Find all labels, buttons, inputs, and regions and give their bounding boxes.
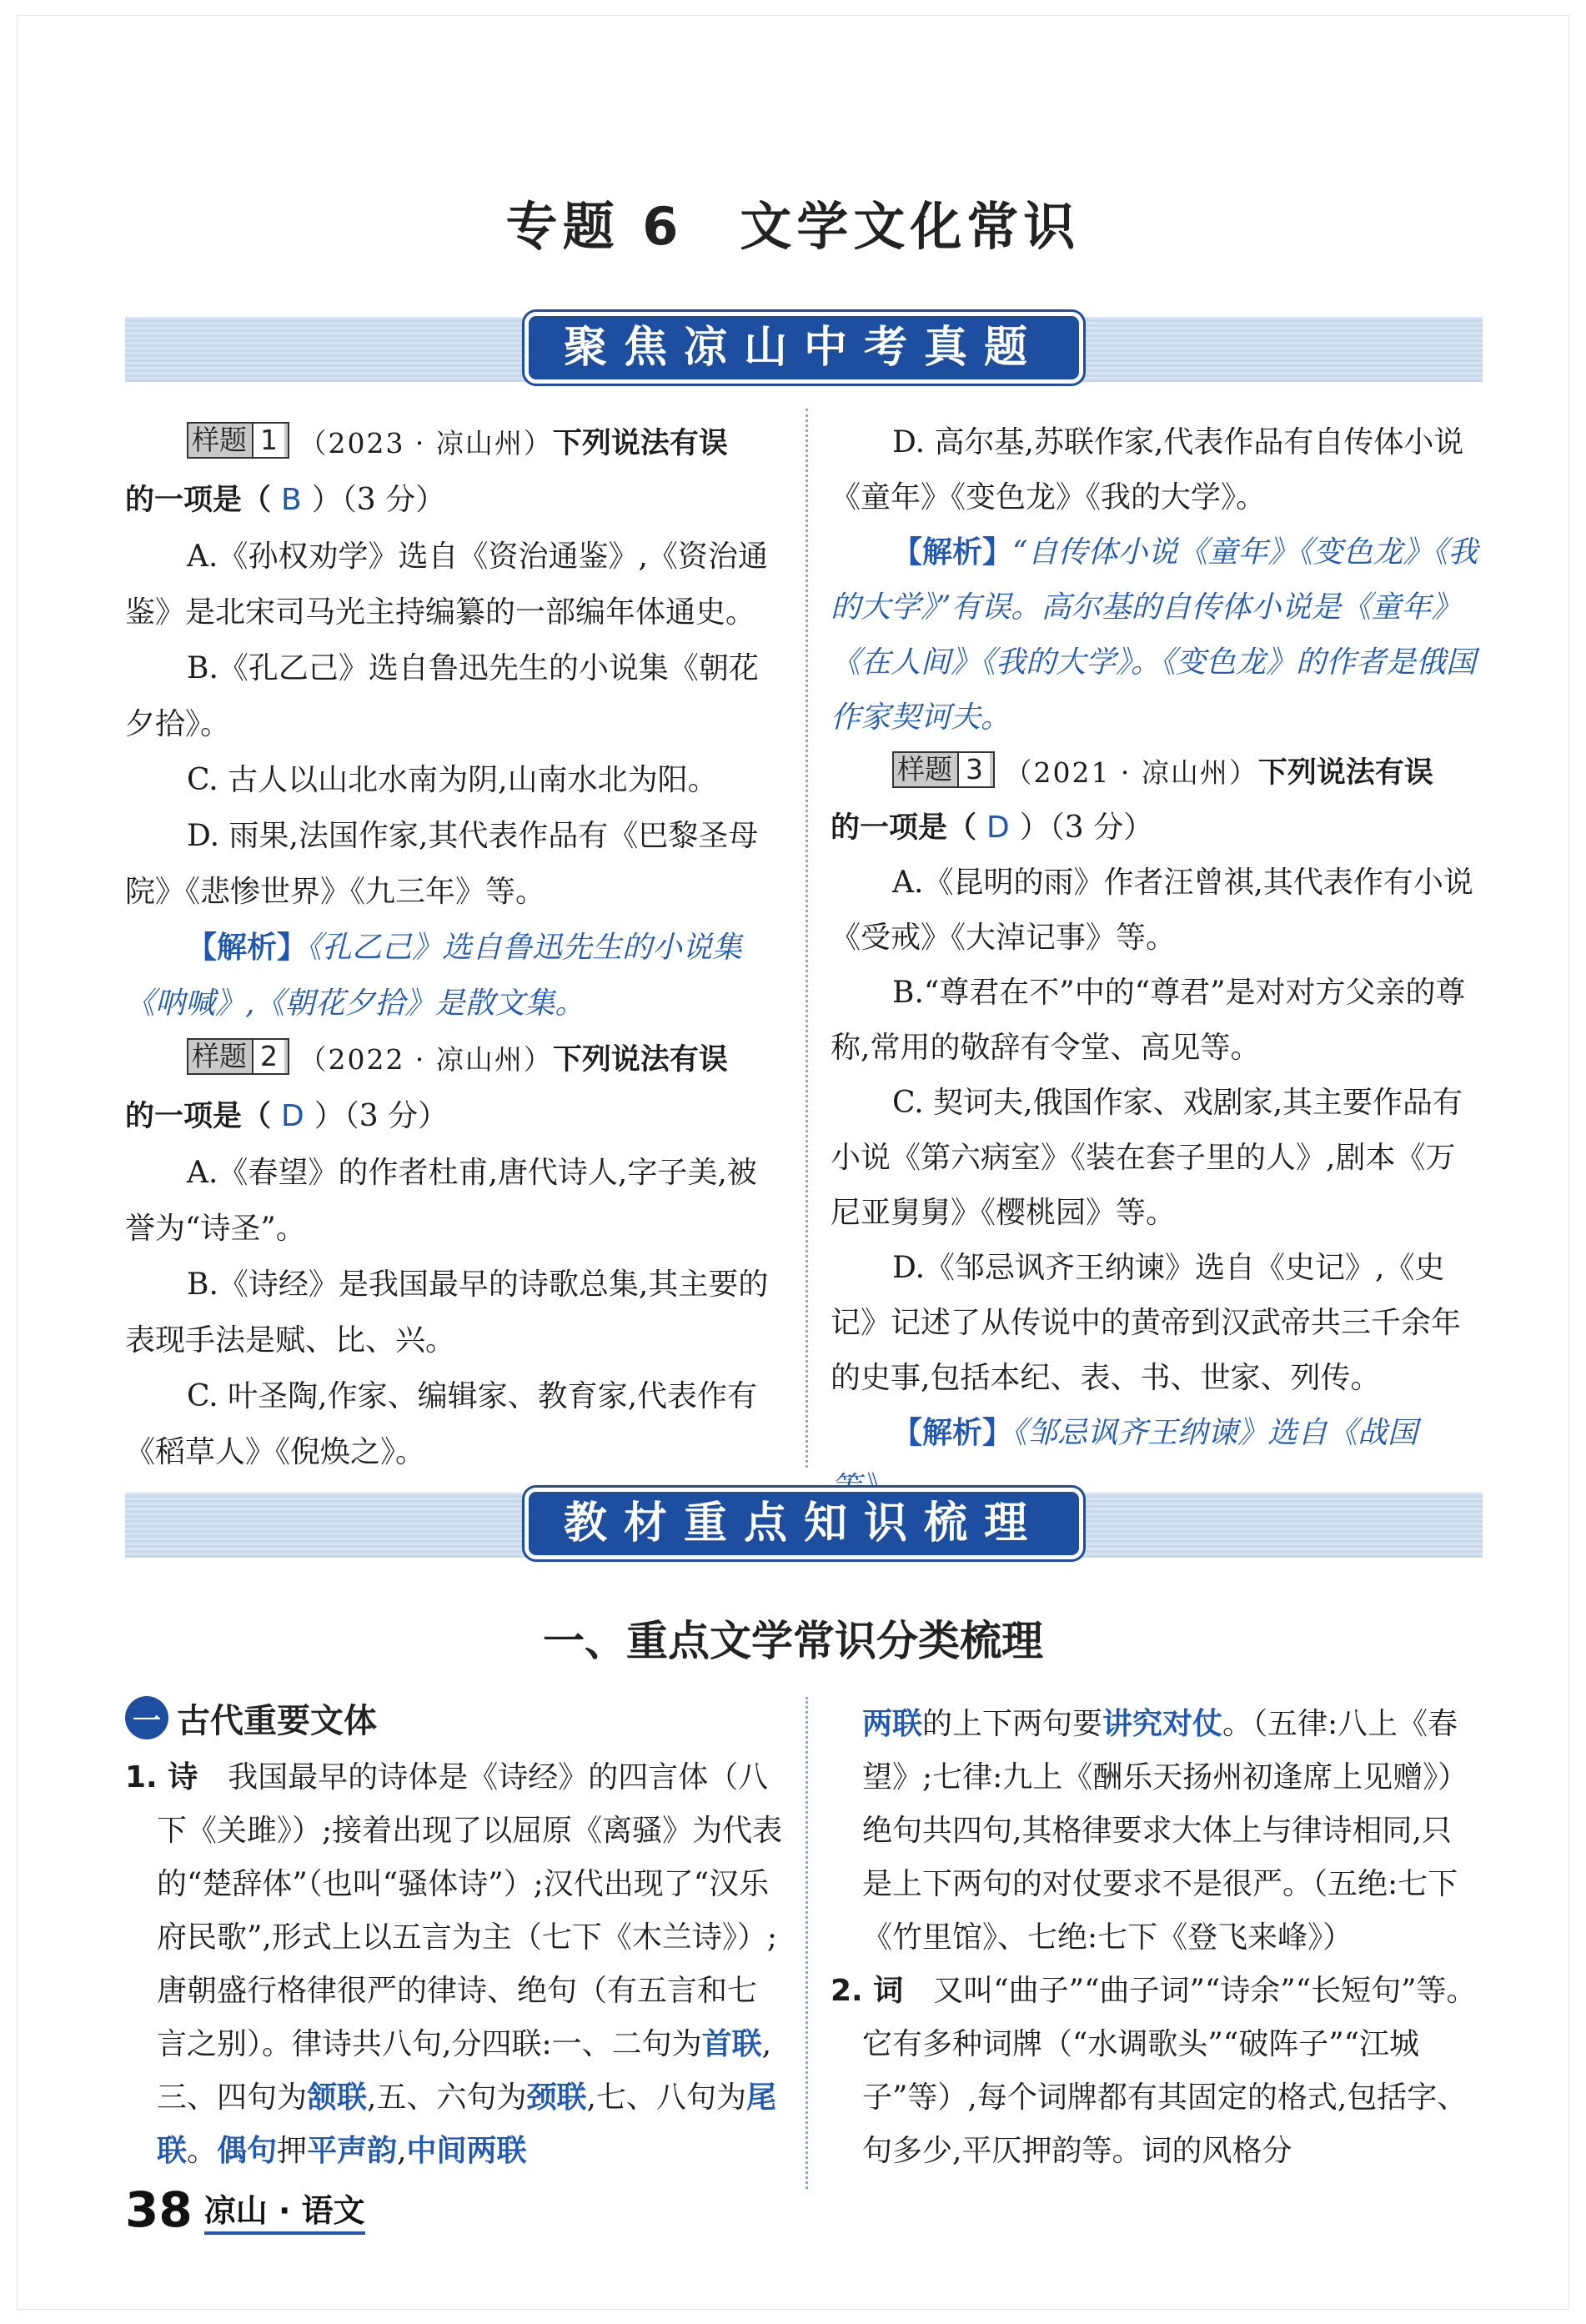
answer: B [281,483,302,517]
right-column [831,415,1481,1516]
poem-block-right [831,1698,1481,2178]
page-title: 专题 6 文学文化常识 [505,196,1081,257]
category-label: 古代重要文体 [177,1701,377,1740]
option: C. 叶圣陶,作家、编辑家、教育家,代表作有《稻草人》《倪焕之》。 [125,1379,758,1469]
option: D.《邹忌讽齐王纳谏》选自《史记》,《史记》记述了从传说中的黄帝到汉武帝共三千余年的史事,包括本纪、表、书、世家、列传。 [831,1251,1462,1395]
option: C. 古人以山北水南为阴,山南水北为阳。 [187,763,718,797]
answer: D [281,1099,304,1133]
option: B.《孔乙己》选自鲁迅先生的小说集《朝花夕拾》。 [125,651,759,741]
category-badge: 一 [125,1696,168,1739]
option: A.《孙权劝学》选自《资治通鉴》,《资治通鉴》是北宋司马光主持编纂的一部编年体通史。 [125,540,768,630]
sample-tag: 样题 2 [187,1038,289,1075]
option: A.《昆明的雨》作者汪曾祺,其代表作有小说《受戒》《大淖记事》等。 [831,866,1473,955]
sample-tag: 样题 3 [892,751,995,788]
ci-paragraph: 2. 词 又叫“曲子”“曲子词”“诗余”“长短句”等。它有多种词牌（“水调歌头”“破阵子”“江城子”等）,每个词牌都有其固定的格式,包括字、句多少,平仄押韵等。词的风格分 [831,1974,1477,2168]
left-column [125,415,784,1480]
banner-knowledge [125,1493,1483,1558]
sample-1-stem-cont: 的一项是（ B ）（3 分） [125,483,446,517]
option: B.《诗经》是我国最早的诗歌总集,其主要的表现手法是赋、比、兴。 [125,1267,769,1358]
category-heading [125,1693,377,1743]
option: D. 雨果,法国作家,其代表作品有《巴黎圣母院》《悲惨世界》《九三年》等。 [125,819,759,909]
column-divider [806,1697,808,2189]
banner-exam-questions [125,317,1483,382]
column-divider [806,409,808,1468]
poem-continuation: 两联的上下两句要讲究对仗。（五律:八上《春望》;七律:九上《酬乐天扬州初逢席上见赠》）绝句共四句,其格律要求大体上与律诗相同,只是上下两句的对仗要求不是很严。（五绝:七下《竹里馆》、七绝:七下《登飞来峰》） [862,1707,1468,1955]
sample-tag: 样题 1 [187,422,289,459]
footer-subject: 凉山 · 语文 [204,2191,365,2235]
analysis: 【解析】《邹忌讽齐王纳谏》选自《战国 [892,1416,1418,1450]
sample-3-stem: 样题 3 （2021 · 凉山州）下列说法有误 [831,745,1481,801]
sample-2-stem-cont: 的一项是（ D ）（3 分） [125,1099,449,1133]
option: C. 契诃夫,俄国作家、戏剧家,其主要作品有小说《第六病室》《装在套子里的人》,剧本《万尼亚舅舅》《樱桃园》等。 [831,1086,1463,1230]
option: A.《春望》的作者杜甫,唐代诗人,字子美,被誉为“诗圣”。 [125,1156,757,1246]
analysis: 【解析】《孔乙己》选自鲁迅先生的小说集《呐喊》,《朝花夕拾》是散文集。 [125,931,743,1021]
page-footer [125,2181,365,2238]
section-title: 一、重点文学常识分类梳理 [543,1616,1043,1665]
page-number: 38 [125,2181,193,2238]
option: B.“尊君在不”中的“尊君”是对对方父亲的尊称,常用的敬辞有令堂、高见等。 [831,976,1466,1065]
analysis: 【解析】“自传体小说《童年》《变色龙》《我的大学》”有误。高尔基的自传体小说是《童年》《在人间》《我的大学》。《变色龙》的作者是俄国作家契诃夫。 [831,535,1478,735]
poem-paragraph: 1. 诗 我国最早的诗体是《诗经》的四言体（八下《关雎》）;接着出现了以屈原《离骚》为代表的“楚辞体”（也叫“骚体诗”）;汉代出现了“汉乐府民歌”,形式上以五言为主（七下《木兰诗》）;唐朝盛行格律很严的律诗、绝句（有五言和七言之别）。律诗共八句,分四联:一、二句为首联,三、四句为颔联,五、六句为颈联,七、八句为尾联。偶句押平声韵,中间两联 [125,1760,783,2168]
answer: D [986,811,1010,845]
sample-1-stem: 样题 1 （2023 · 凉山州）下列说法有误 [125,415,784,472]
banner-label: 聚焦凉山中考真题 [524,312,1083,384]
option: D. 高尔基,苏联作家,代表作品有自传体小说《童年》《变色龙》《我的大学》。 [831,425,1464,514]
banner-label: 教材重点知识梳理 [524,1488,1083,1559]
poem-block-left [125,1751,784,2181]
sample-2-stem: 样题 2 （2022 · 凉山州）下列说法有误 [125,1031,784,1088]
sample-3-stem-cont: 的一项是（ D ）（3 分） [831,811,1154,845]
